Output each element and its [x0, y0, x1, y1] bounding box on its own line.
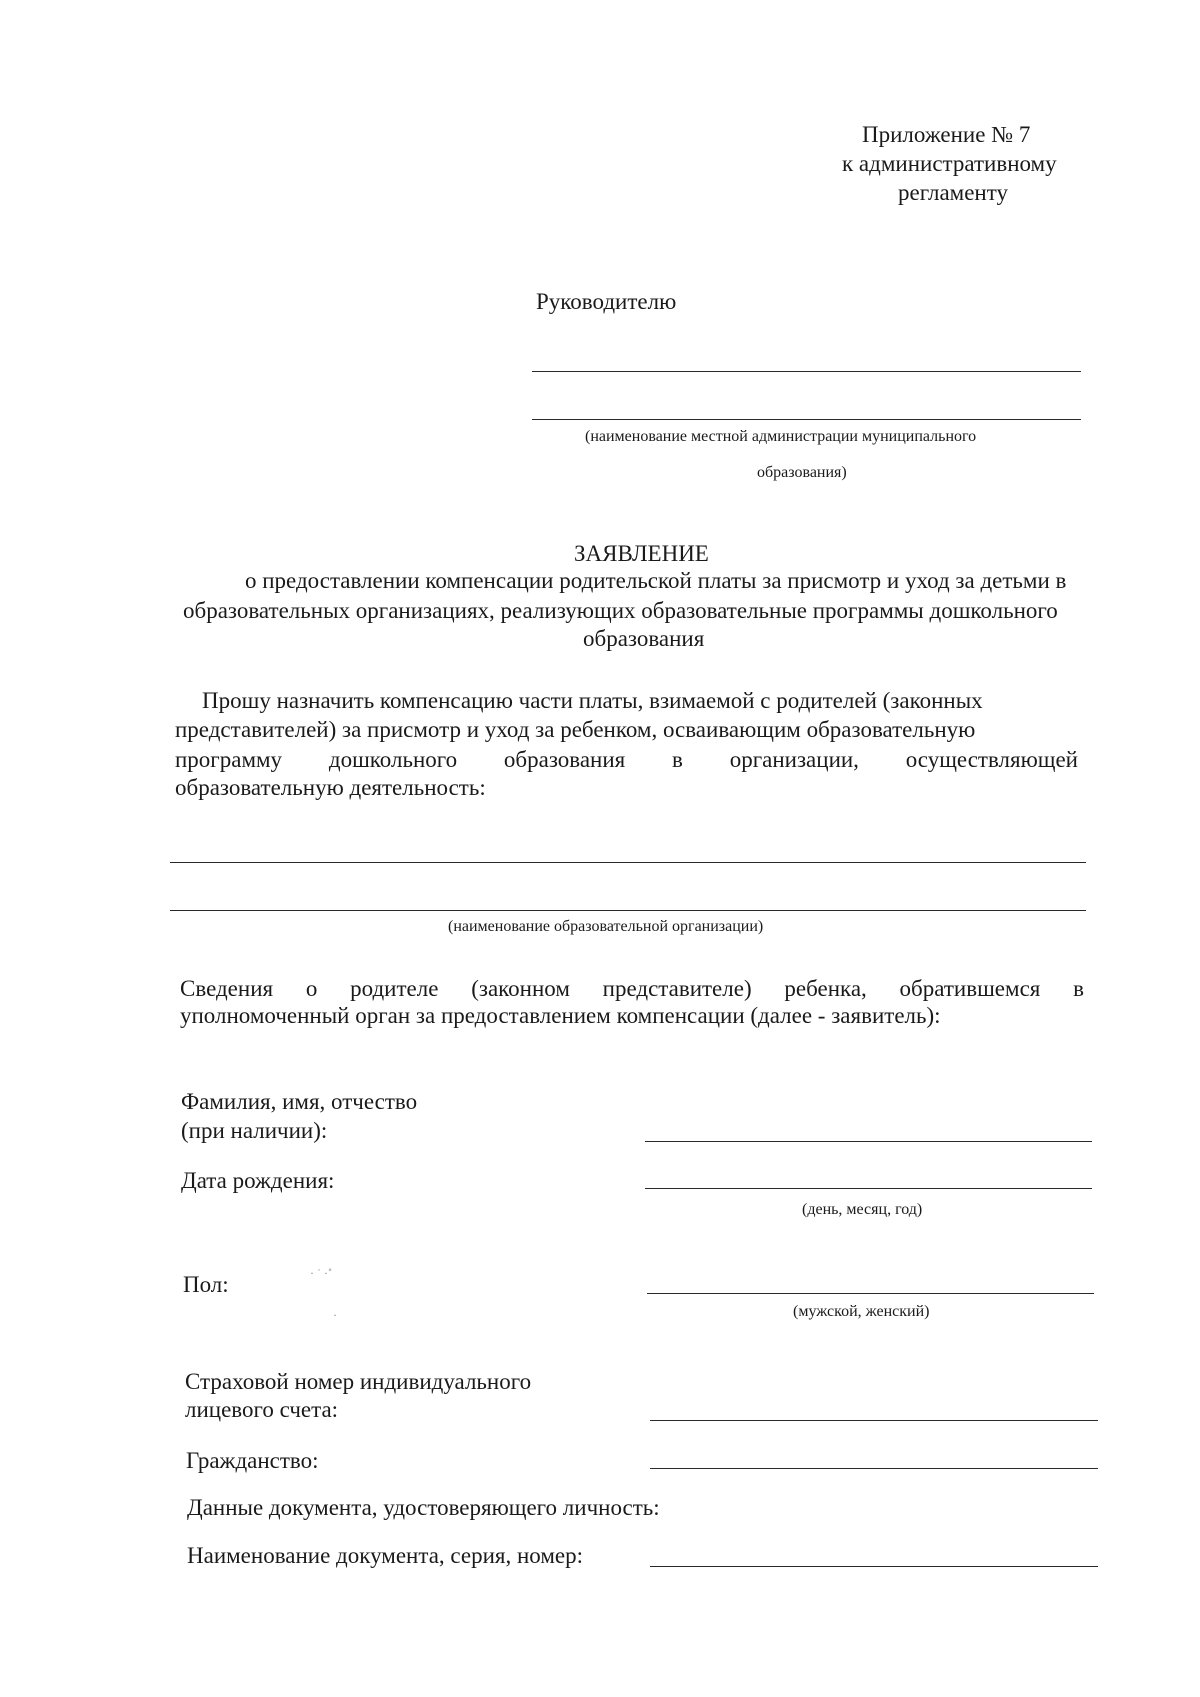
- sex-field-line[interactable]: [647, 1293, 1094, 1294]
- title-subtitle-line-1: о предоставлении компенсации родительской платы за присмотр и уход за детьми в: [245, 568, 1067, 593]
- organization-caption: (наименование образовательной организации): [448, 918, 764, 935]
- citizenship-label: Гражданство:: [186, 1448, 319, 1473]
- scan-speck: · ˙ ·˚: [310, 1266, 332, 1280]
- sex-label: Пол:: [183, 1272, 229, 1297]
- birth-date-caption: (день, месяц, год): [802, 1201, 923, 1218]
- full-name-label-cont: (при наличии):: [181, 1118, 328, 1143]
- request-text-line-3: программу дошкольного образования в организации, осуществляющей: [175, 747, 1078, 772]
- sex-caption: (мужской, женский): [793, 1303, 930, 1320]
- full-name-label: Фамилия, имя, отчество: [181, 1089, 418, 1114]
- full-name-field-line[interactable]: [645, 1141, 1092, 1142]
- citizenship-field-line[interactable]: [650, 1468, 1098, 1469]
- applicant-info-line-2: уполномоченный орган за предоставлением компенсации (далее - заявитель):: [180, 1003, 941, 1028]
- identity-document-label: Данные документа, удостоверяющего личность:: [187, 1495, 660, 1520]
- appendix-number: Приложение № 7: [862, 122, 1031, 147]
- organization-field-line-2[interactable]: [170, 910, 1086, 911]
- title-subtitle-line-3: образования: [583, 626, 705, 651]
- addressee-caption: (наименование местной администрации муниципального: [585, 428, 977, 445]
- snils-label: Страховой номер индивидуального: [185, 1369, 532, 1394]
- document-name-field-line[interactable]: [650, 1566, 1098, 1567]
- organization-field-line-1[interactable]: [170, 862, 1086, 863]
- applicant-info-line-1: Сведения о родителе (законном представителе) ребенка, обратившемся в: [180, 976, 1084, 1001]
- request-text-line-1: Прошу назначить компенсацию части платы, взимаемой с родителей (законных: [202, 688, 983, 713]
- appendix-reference-cont: регламенту: [898, 180, 1008, 205]
- document-name-label: Наименование документа, серия, номер:: [187, 1543, 584, 1568]
- addressee-caption-cont: образования): [757, 464, 847, 481]
- title-subtitle-line-2: образовательных организациях, реализующих образовательные программы дошкольного: [183, 598, 1058, 623]
- scan-speck: ·: [333, 1308, 337, 1322]
- request-text-line-2: представителей) за присмотр и уход за ребенком, осваивающим образовательную: [175, 717, 976, 742]
- document-title: ЗАЯВЛЕНИЕ: [574, 541, 709, 566]
- addressee-field-line-2[interactable]: [532, 419, 1081, 420]
- appendix-reference: к административному: [842, 151, 1057, 176]
- request-text-line-4: образовательную деятельность:: [175, 775, 486, 800]
- addressee-label: Руководителю: [536, 289, 677, 314]
- addressee-field-line-1[interactable]: [532, 371, 1081, 372]
- birth-date-field-line[interactable]: [645, 1188, 1092, 1189]
- snils-field-line[interactable]: [650, 1420, 1098, 1421]
- birth-date-label: Дата рождения:: [181, 1168, 335, 1193]
- snils-label-cont: лицевого счета:: [185, 1397, 339, 1422]
